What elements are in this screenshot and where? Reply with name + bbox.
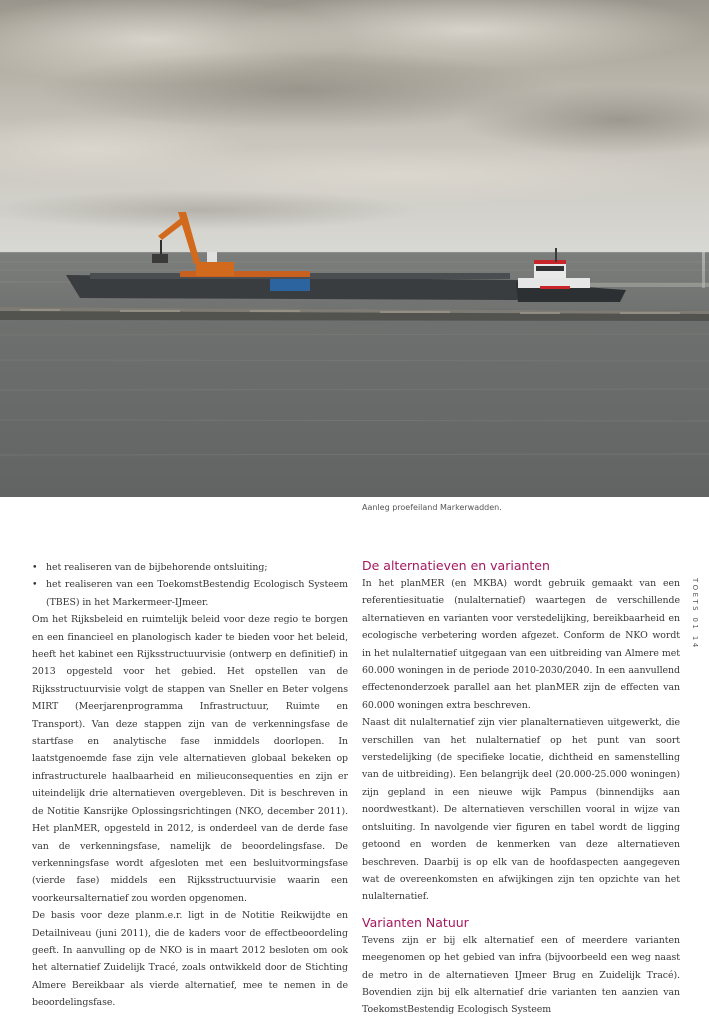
- photo-image: [0, 0, 709, 497]
- left-column: [32, 559, 348, 1012]
- list-item: • het realiseren van de bijbehorende ontsluiting;: [32, 559, 348, 576]
- section-heading: De alternatieven en varianten: [362, 558, 550, 573]
- bullet-list: [32, 559, 348, 611]
- photo-credit: [702, 250, 705, 288]
- paragraph: In het planMER (en MKBA) wordt gebruik gemaakt van een referentiesituatie (nulalternatief) waartegen de verschillende alternatieven en varianten voor verstedelijking, bereikbaarheid en ecologische verbetering worden afgezet. Conform de NKO wordt in het nulalternatief uitgegaan van een uitbreiding van Almere met 60.000 woningen in de periode 2010-2030/2040. In een aanvullend effectenonderzoek parallel aan het planMER zijn de effecten van 60.000 woningen extra beschreven.: [362, 578, 680, 711]
- right-column: [362, 557, 680, 1019]
- list-item: • het realiseren van een ToekomstBestendig Ecologisch Systeem (TBES) in het Markermeer-IJmeer.: [32, 576, 348, 611]
- bullet-icon: •: [32, 562, 38, 573]
- paragraph: Om het Rijksbeleid en ruimtelijk beleid voor deze regio te borgen en een financieel en planologisch kader te bieden voor het beleid, heeft het kabinet een Rijksstructuurvisie (ontwerp en definitief) in 2013 opgesteld voor het gebied. Het opstellen van de Rijksstructuurvisie volgt de stappen van Sneller en Beter volgens MIRT (Meerjarenprogramma Infrastructuur, Ruimte en Transport). Van deze stappen zijn van de verkenningsfase de startfase en analytische fase inmiddels doorlopen. In laatstgenoemde fase zijn vele alternatieven globaal bekeken op infrastructurele haalbaarheid en milieuconsequenties en zijn er uiteindelijk drie alternatieven overgebleven. Dit is beschreven in de Notitie Kansrijke Oplossingsrichtingen (NKO, december 2011). Het planMER, opgesteld in 2012, is onderdeel van de derde fase van de verkenningsfase, namelijk de beoordelingsfase. De verkenningsfase wordt afgesloten met een besluitvormingsfase (vierde fase) middels een Rijksstructuurvisie waarin een voorkeursalternatief zou worden opgenomen.: [32, 614, 348, 904]
- photo-caption: Aanleg proefeiland Markerwadden.: [362, 503, 502, 512]
- photo-markerwadden: [0, 0, 709, 497]
- bullet-icon: •: [32, 579, 38, 591]
- paragraph: Tevens zijn er bij elk alternatief een of meerdere varianten meegenomen op het gebied van infra (bijvoorbeeld een weg naast de metro in de alternatieven IJmeer Brug en Zuidelijk Tracé). Bovendien zijn bij elk alternatief drie varianten ten aanzien van ToekomstBestendig Ecologisch Systeem: [362, 934, 680, 1016]
- section-heading: Varianten Natuur: [362, 914, 469, 930]
- paragraph: De basis voor deze planm.e.r. ligt in de Notitie Reikwijdte en Detailniveau (juni 2011), die de kaders voor de effectbeoordeling geeft. In aanvulling op de NKO is in maart 2012 besloten om ook het alternatief Zuidelijk Tracé, zoals ontwikkeld door de Stichting Almere Bereikbaar als vierde alternatief, mee te nemen in de beoordelingsfase.: [32, 910, 348, 1009]
- paragraph: Naast dit nulalternatief zijn vier planalternatieven uitgewerkt, die verschillen van het nulalternatief op het punt van soort verstedelijking (de specifieke locatie, dichtheid en samenstelling van de uitbreiding). Een belangrijk deel (20.000-25.000 woningen) zijn gepland in een nieuwe wijk Pampus (binnendijks aan noordwestkant). De alternatieven verschillen vooral in wijze van ontsluiting. In navolgende vier figuren en tabel wordt de ligging getoond en worden de kenmerken van deze alternatieven beschreven. Daarbij is op elk van de hoofdaspecten aangegeven wat de overeenkomsten en afwijkingen zijn ten opzichte van het nulalternatief.: [362, 717, 680, 903]
- running-head: TOETS 01 14: [691, 578, 699, 650]
